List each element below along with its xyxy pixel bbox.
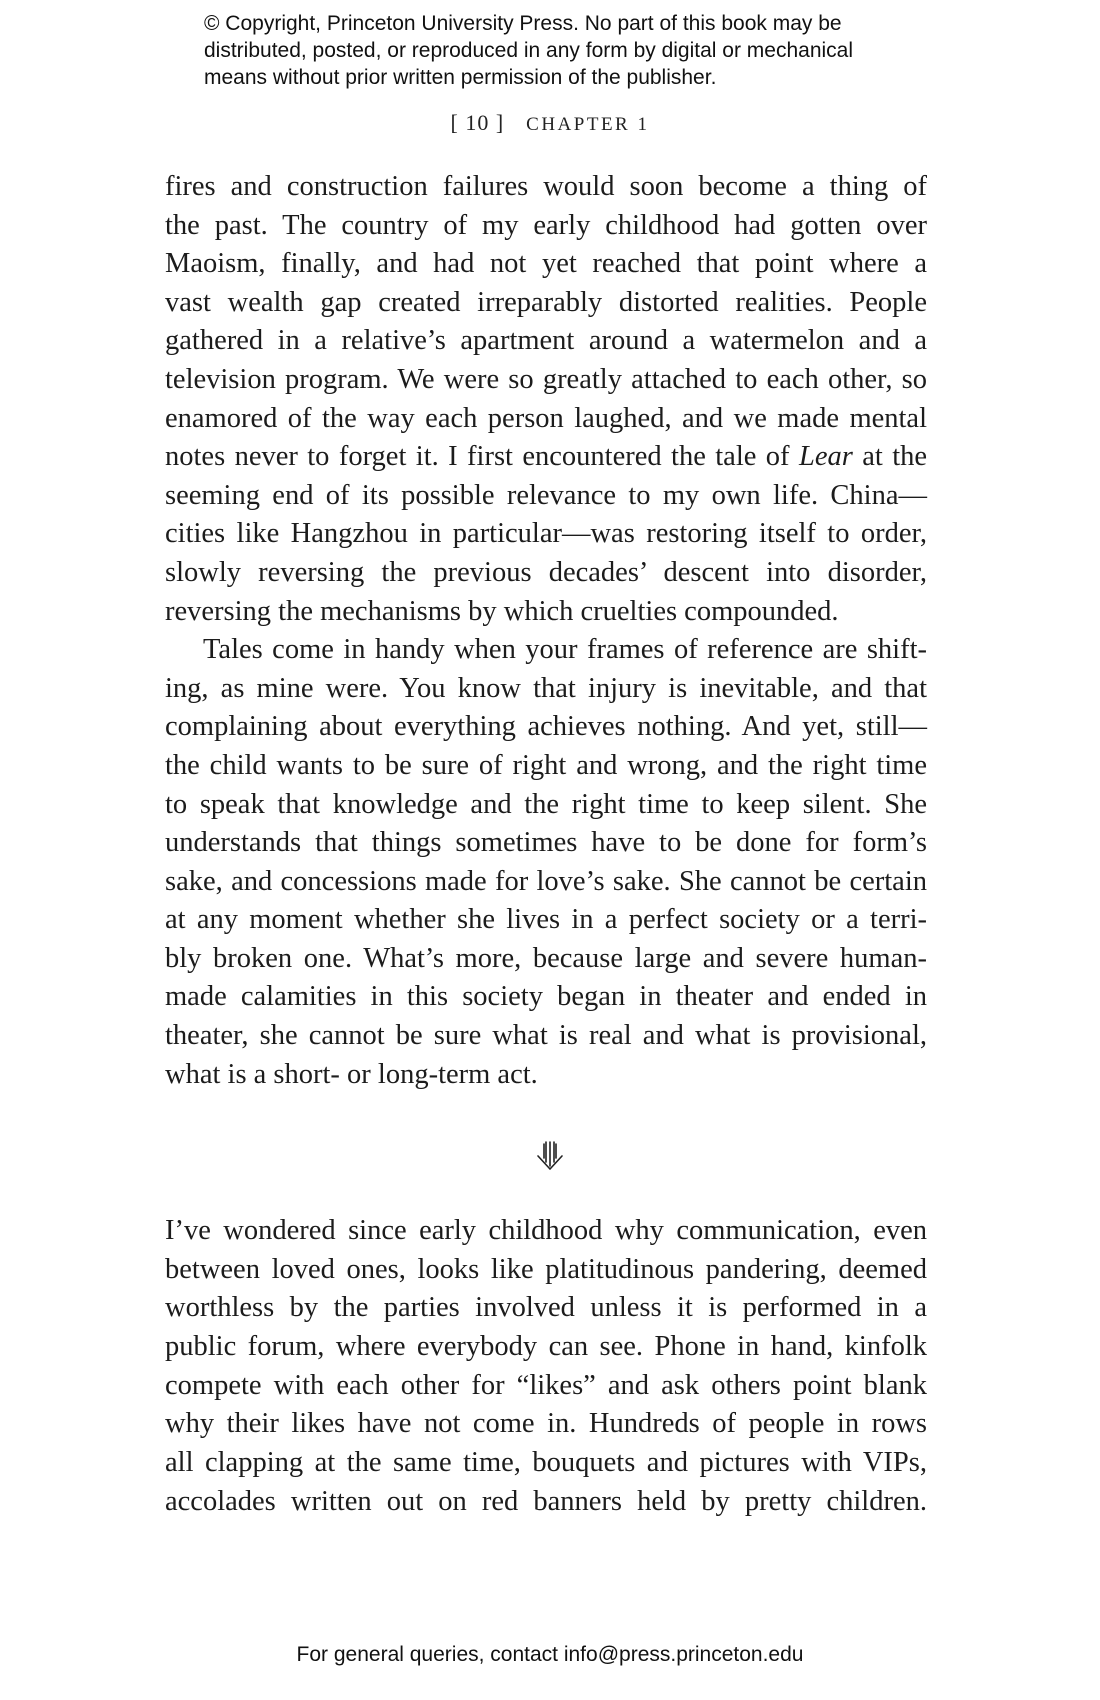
text-line: Maoism, finally, and had not yet reached that point where a xyxy=(165,248,927,280)
text-line: fires and construction failures would soon become a thing of xyxy=(165,171,927,202)
text-line: all clapping at the same time, bouquets and pictures with VIPs, xyxy=(165,1447,927,1479)
section-break-ornament xyxy=(0,1140,1100,1172)
text-line: sake, and concessions made for love’s sake. She cannot be certain xyxy=(165,865,927,897)
text-line: public forum, where everybody can see. Phone in hand, kinfolk xyxy=(165,1331,927,1363)
copyright-line: distributed, posted, or reproduced in any form by digital or mechanical xyxy=(204,39,854,62)
text-line: at any moment whether she lives in a perfect society or a terri- xyxy=(165,904,927,936)
copyright-line: © Copyright, Princeton University Press. No part of this book may be xyxy=(204,12,842,35)
text-line: seeming end of its possible relevance to my own life. China— xyxy=(165,479,927,511)
text-fragment: at the xyxy=(852,441,928,473)
text-line: between loved ones, looks like platitudinous pandering, deemed xyxy=(165,1253,927,1285)
copyright-notice xyxy=(204,10,924,91)
text-line: reversing the mechanisms by which cruelties compounded. xyxy=(165,595,839,627)
text-line: what is a short- or long-term act. xyxy=(165,1058,538,1090)
text-line: I’ve wondered since early childhood why communication, even xyxy=(165,1215,927,1246)
text-line: to speak that knowledge and the right time to keep silent. She xyxy=(165,788,927,820)
text-line: theater, she cannot be sure what is real and what is provisional, xyxy=(165,1020,927,1052)
footer-contact: For general queries, contact info@press.princeton.edu xyxy=(296,1643,804,1666)
text-line-with-italic xyxy=(165,438,927,477)
text-line: enamored of the way each person laughed, and we made mental xyxy=(165,402,927,434)
text-line: understands that things sometimes have to be done for form’s xyxy=(165,827,927,859)
running-head xyxy=(0,110,1100,136)
text-line: worthless by the parties involved unless it is performed in a xyxy=(165,1292,927,1324)
paragraph-first-line: Tales come in handy when your frames of reference are shift- xyxy=(203,634,927,666)
text-line: cities like Hangzhou in particular—was restoring itself to order, xyxy=(165,518,927,550)
text-line: the child wants to be sure of right and wrong, and the right time xyxy=(165,749,927,781)
chapter-label: CHAPTER 1 xyxy=(526,114,650,135)
text-line: ing, as mine were. You know that injury is inevitable, and that xyxy=(165,672,927,704)
text-line: complaining about everything achieves nothing. And yet, still— xyxy=(165,711,927,743)
text-fragment: notes never to forget it. I first encountered the tale of xyxy=(165,441,790,473)
text-line: television program. We were so greatly attached to each other, so xyxy=(165,363,927,395)
text-line: vast wealth gap created irreparably distorted realities. People xyxy=(165,286,927,318)
italic-title: Lear xyxy=(798,441,853,473)
text-line: made calamities in this society began in theater and ended in xyxy=(165,981,927,1013)
ornament-icon xyxy=(535,1140,565,1172)
page-number: [ 10 ] xyxy=(450,110,505,135)
copyright-line: means without prior written permission of the publisher. xyxy=(204,66,717,89)
section-one-text xyxy=(165,168,927,1094)
text-line: accolades written out on red banners held by pretty children. xyxy=(165,1485,927,1517)
text-line: gathered in a relative’s apartment around a watermelon and a xyxy=(165,325,927,357)
text-line: slowly reversing the previous decades’ descent into disorder, xyxy=(165,556,927,588)
text-line: compete with each other for “likes” and ask others point blank xyxy=(165,1369,927,1401)
text-line: bly broken one. What’s more, because large and severe human- xyxy=(165,942,927,974)
text-line: the past. The country of my early childhood had gotten over xyxy=(165,209,927,241)
text-line: why their likes have not come in. Hundreds of people in rows xyxy=(165,1408,927,1440)
section-two-text xyxy=(165,1212,927,1522)
